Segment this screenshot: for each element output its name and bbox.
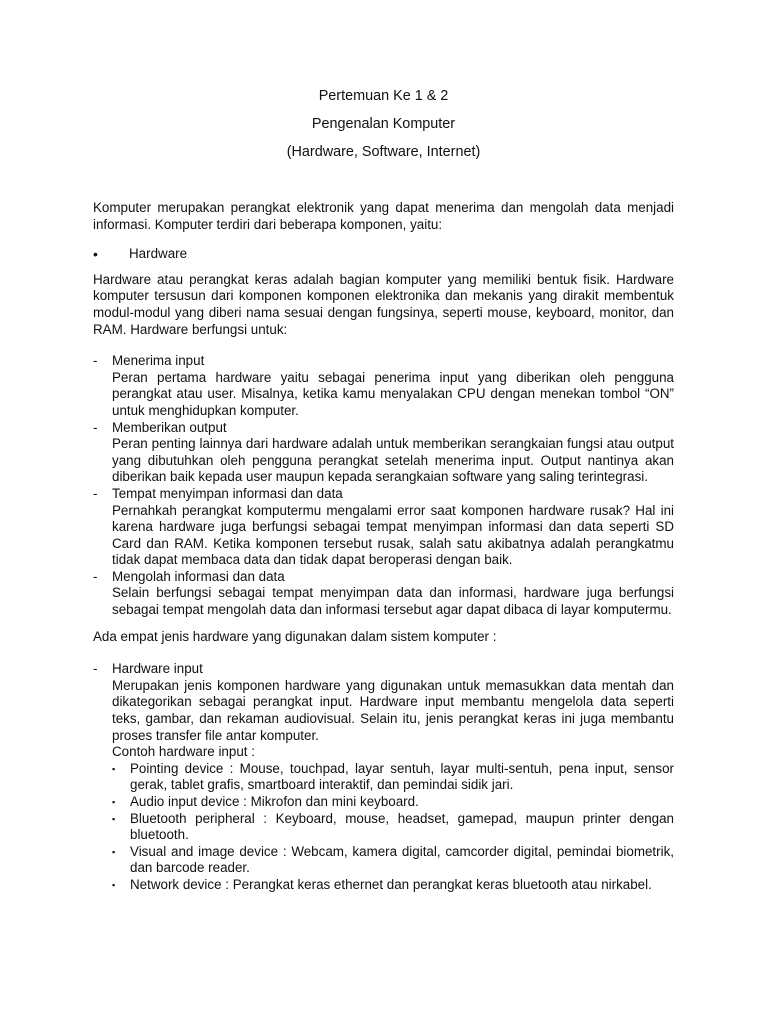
item-description: Selain berfungsi sebagai tempat menyimpan data dan informasi, hardware juga berfungsi sebagai tempat mengolah data dan informasi tersebut agar dapat dibaca di layar komputermu. [112,585,674,618]
hardware-paragraph: Hardware atau perangkat keras adalah bagian komputer yang memiliki bentuk fisik. Hardware komputer tersusun dari komponen komponen elektronika dan mekanis yang dirakit membentuk modul-modul yang diberi nama sesuai dengan fungsinya, seperti mouse, keyboard, monitor, dan RAM. Hardware berfungsi untuk: [93,271,674,337]
title-topic: Pengenalan Komputer [311,116,456,132]
square-bullet: ▪ [112,879,116,890]
dash-marker: - [93,485,98,501]
square-bullet: ▪ [112,813,116,824]
square-bullet: ▪ [112,846,116,857]
item-title: Mengolah informasi dan data [112,568,285,584]
examples-label: Contoh hardware input : [112,744,255,760]
item-title: Hardware input [112,661,203,677]
dash-marker: - [93,353,98,369]
hardware-types-list [93,661,674,893]
list-item [93,353,674,419]
intro-paragraph: Komputer merupakan perangkat elektronik yang dapat menerima dan mengolah data menjadi informasi. Komputer terdiri dari beberapa komponen, yaitu: [93,200,674,232]
examples-list [112,761,674,894]
example-text: Network device : Perangkat keras ethernet dan perangkat keras bluetooth atau nirkabel. [130,876,652,892]
bullet-label: Hardware [129,246,188,262]
example-text: Pointing device : Mouse, touchpad, layar sentuh, layar multi-sentuh, pena input, sensor gerak, tablet grafis, smartboard interaktif, dan pemindai sidik jari. [130,760,674,793]
list-item [112,811,674,844]
list-item [93,661,674,893]
list-item [112,794,674,811]
square-bullet: ▪ [112,797,116,807]
bullet-hardware [93,246,674,263]
item-title: Memberikan output [112,419,227,435]
function-list [93,353,674,619]
item-title: Tempat menyimpan informasi dan data [112,485,343,501]
example-text: Bluetooth peripheral : Keyboard, mouse, headset, gamepad, maupun printer dengan bluetooth. [130,810,674,843]
list-item [93,569,674,619]
item-description: Peran pertama hardware yaitu sebagai penerima input yang diberikan oleh pengguna perangkat atau user. Misalnya, ketika kamu menyalakan CPU dengan menekan tombol “ON” untuk menghidupkan komputer. [112,369,674,418]
title-meeting: Pertemuan Ke 1 & 2 [318,88,449,104]
item-description: Peran penting lainnya dari hardware adalah untuk memberikan serangkaian fungsi atau output yang dibutuhkan oleh pengguna perangkat setelah menerima input. Output nantinya akan diberikan baik kepada user maupun kepada serangkaian software yang saling terintegrasi. [112,436,674,485]
item-title: Menerima input [112,353,205,369]
dash-marker: - [93,568,98,584]
square-bullet: ▪ [112,763,116,774]
list-item [112,844,674,877]
item-description: Pernahkah perangkat komputermu mengalami error saat komponen hardware rusak? Hal ini karena hardware juga berfungsi sebagai tempat menyimpan informasi dan data seperti SD Card dan RAM. Ketika komponen tersebut rusak, salah satu akibatnya adalah perangkatmu tidak dapat membaca data dan tidak dapat beroperasi dengan baik. [112,502,674,568]
types-intro: Ada empat jenis hardware yang digunakan dalam sistem komputer : [93,628,497,644]
list-item [93,486,674,569]
title-subtopics: (Hardware, Software, Internet) [286,144,481,160]
list-item [112,877,674,894]
dash-marker: - [93,419,98,435]
bullet-symbol: • [93,246,98,263]
item-description: Merupakan jenis komponen hardware yang digunakan untuk memasukkan data mentah dan dikategorikan sebagai perangkat input. Hardware input membantu mengelola data seperti teks, gambar, dan rekaman audiovisual. Selain itu, jenis perangkat keras ini juga membantu proses transfer file antar komputer. [112,677,674,743]
dash-marker: - [93,661,98,677]
list-item [93,420,674,486]
example-text: Visual and image device : Webcam, kamera digital, camcorder digital, pemindai biometrik, dan barcode reader. [130,843,674,876]
list-item [112,761,674,794]
example-text: Audio input device : Mikrofon dan mini keyboard. [130,794,419,809]
document-content [93,87,674,894]
